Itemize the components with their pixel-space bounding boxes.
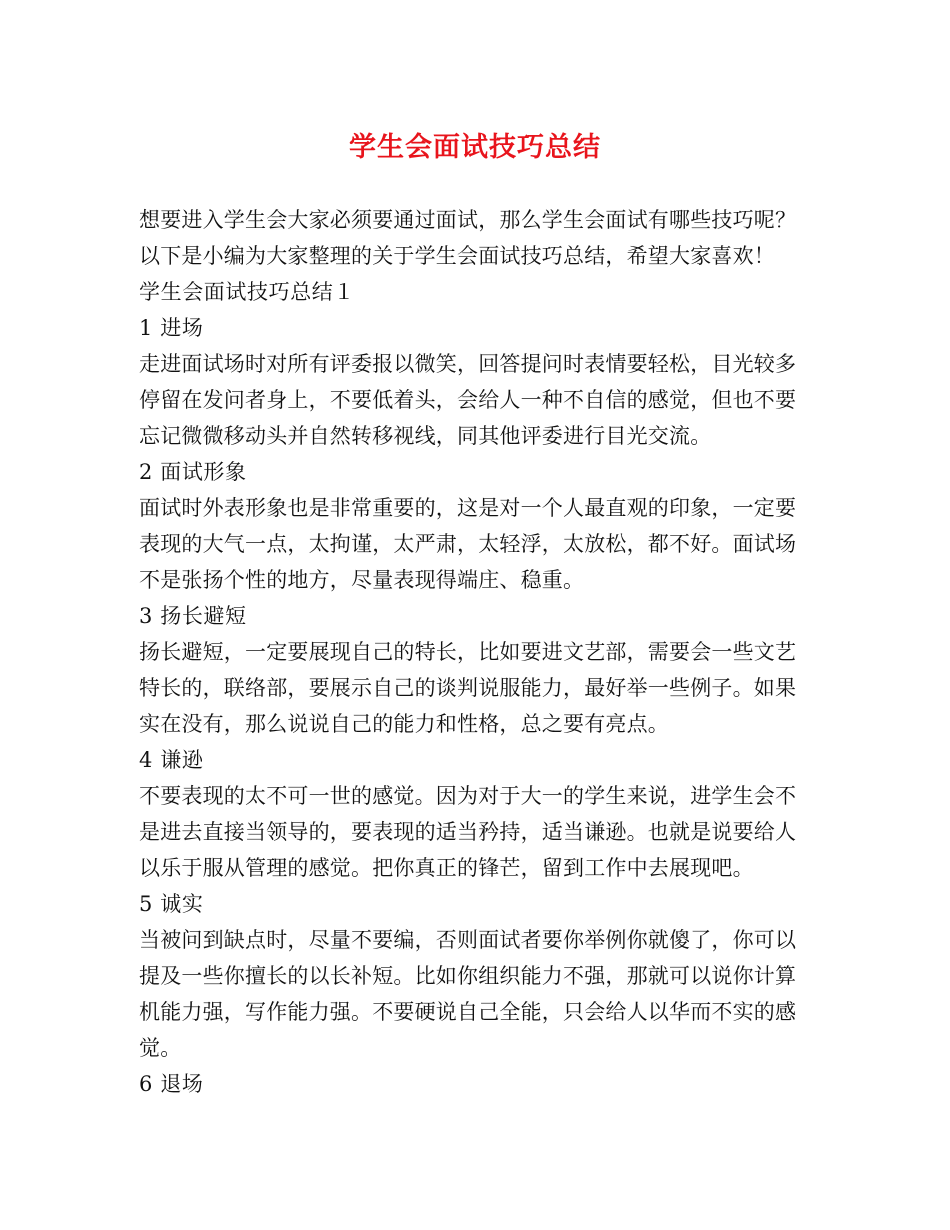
document-title: 学生会面试技巧总结 [349,132,601,163]
paragraph-line: 提及一些你擅长的以长补短。比如你组织能力不强，那就可以说你计算 [139,964,797,988]
paragraph-line: 想要进入学生会大家必须要通过面试，那么学生会面试有哪些技巧呢？ [139,208,797,232]
section-heading: 5 诚实 [139,892,204,916]
document-body [139,202,819,1102]
section-heading: 2 面试形象 [139,460,247,484]
section-heading: 学生会面试技巧总结１ [139,280,355,304]
section-heading: 4 谦逊 [139,748,204,772]
paragraph-line: 是进去直接当领导的，要表现的适当矜持，适当谦逊。也就是说要给人 [139,820,797,844]
paragraph-line: 以下是小编为大家整理的关于学生会面试技巧总结，希望大家喜欢！ [139,244,775,268]
section-heading: 6 退场 [139,1072,204,1096]
paragraph-line: 机能力强，写作能力强。不要硬说自己全能，只会给人以华而不实的感 [139,1000,797,1024]
paragraph-line: 特长的，联络部，要展示自己的谈判说服能力，最好举一些例子。如果 [139,676,797,700]
paragraph-line: 当被问到缺点时，尽量不要编，否则面试者要你举例你就傻了，你可以 [139,928,797,952]
paragraph-line: 面试时外表形象也是非常重要的，这是对一个人最直观的印象，一定要 [139,496,797,520]
paragraph-line: 实在没有，那么说说自己的能力和性格，总之要有亮点。 [139,712,669,736]
section-heading: 3 扬长避短 [139,604,247,628]
paragraph-line: 停留在发问者身上，不要低着头，会给人一种不自信的感觉，但也不要 [139,388,797,412]
paragraph-line: 觉。 [139,1036,182,1060]
paragraph-line: 不要表现的太不可一世的感觉。因为对于大一的学生来说，进学生会不 [139,784,797,808]
paragraph-line: 走进面试场时对所有评委报以微笑，回答提问时表情要轻松，目光较多 [139,352,797,376]
paragraph-line: 扬长避短，一定要展现自己的特长，比如要进文艺部，需要会一些文艺 [139,640,797,664]
paragraph-line: 忘记微微移动头并自然转移视线，同其他评委进行目光交流。 [139,424,712,448]
section-heading: 1 进场 [139,316,204,340]
paragraph-line: 以乐于服从管理的感觉。把你真正的锋芒，留到工作中去展现吧。 [139,856,754,880]
paragraph-line: 表现的大气一点，太拘谨，太严肃，太轻浮，太放松，都不好。面试场 [139,532,797,556]
paragraph-line: 不是张扬个性的地方，尽量表现得端庄、稳重。 [139,568,585,592]
